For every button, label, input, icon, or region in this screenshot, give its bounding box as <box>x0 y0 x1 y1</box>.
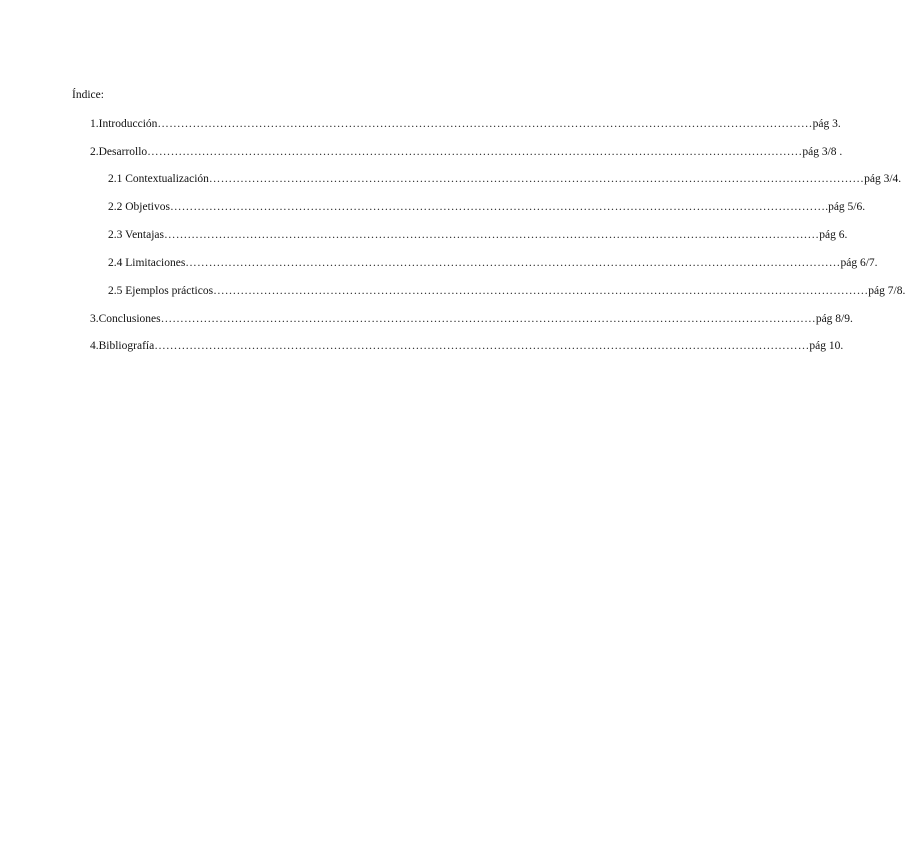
toc-entry-page: pág 10. <box>809 340 844 352</box>
toc-entry-number: 4. <box>90 340 99 352</box>
toc-entry-page: pág 3/4. <box>864 173 902 185</box>
toc-entry-page: pág 6. <box>819 229 848 241</box>
toc-dot-leader: …………………………………………………………………………………………………………………………………………………… <box>147 146 803 158</box>
toc-entry-page: pág 7/8. <box>868 285 905 297</box>
toc-entry-contextualizacion <box>108 172 902 186</box>
toc-entry-ejemplos-practicos <box>108 284 905 298</box>
toc-entry-limitaciones <box>108 256 878 270</box>
toc-entry-label: Desarrollo <box>98 146 148 158</box>
toc-entry-introduccion <box>90 117 841 131</box>
toc-entry-label: Conclusiones <box>98 313 161 325</box>
toc-entry-number: 3. <box>90 313 99 325</box>
toc-dot-leader: …………………………………………………………………………………………………………………………………………………… <box>160 313 816 325</box>
toc-entry-label: 2.5 Ejemplos prácticos <box>108 285 214 297</box>
toc-entry-label: 2.4 Limitaciones <box>108 257 186 269</box>
toc-entry-page: .pág 5/6. <box>825 201 866 213</box>
toc-entry-bibliografia <box>90 339 844 353</box>
toc-entry-page: pág 3. <box>812 118 841 130</box>
toc-entry-label: 2.3 Ventajas <box>108 229 165 241</box>
toc-entry-page: pág 6/7. <box>840 257 878 269</box>
toc-dot-leader: …………………………………………………………………………………………………………………………………………………… <box>164 229 820 241</box>
toc-dot-leader: …………………………………………………………………………………………………………………………………………………… <box>208 173 865 185</box>
index-heading: Índice: <box>72 89 104 101</box>
toc-entry-number: 1. <box>90 118 99 130</box>
toc-entry-page: pág 3/8 . <box>802 146 843 158</box>
toc-dot-leader: …………………………………………………………………………………………………………………………………………………… <box>213 285 869 297</box>
toc-dot-leader: …………………………………………………………………………………………………………………………………………………… <box>185 257 841 269</box>
toc-entry-label: Bibliografía <box>98 340 155 352</box>
toc-entry-objetivos <box>108 200 866 214</box>
toc-entry-label: 2.1 Contextualización <box>108 173 209 185</box>
toc-entry-label: 2.2 Objetivos <box>108 201 170 213</box>
toc-dot-leader: …………………………………………………………………………………………………………………………………………………… <box>154 340 810 352</box>
toc-dot-leader: …………………………………………………………………………………………………………………………………………………… <box>157 118 813 130</box>
toc-entry-label: Introducción <box>98 118 158 130</box>
toc-entry-desarrollo <box>90 145 843 159</box>
toc-dot-leader: …………………………………………………………………………………………………………………………………………………… <box>169 201 826 213</box>
toc-entry-conclusiones <box>90 312 853 326</box>
toc-entry-ventajas <box>108 228 848 242</box>
toc-entry-page: pág 8/9. <box>815 313 853 325</box>
toc-entry-number: 2. <box>90 146 99 158</box>
